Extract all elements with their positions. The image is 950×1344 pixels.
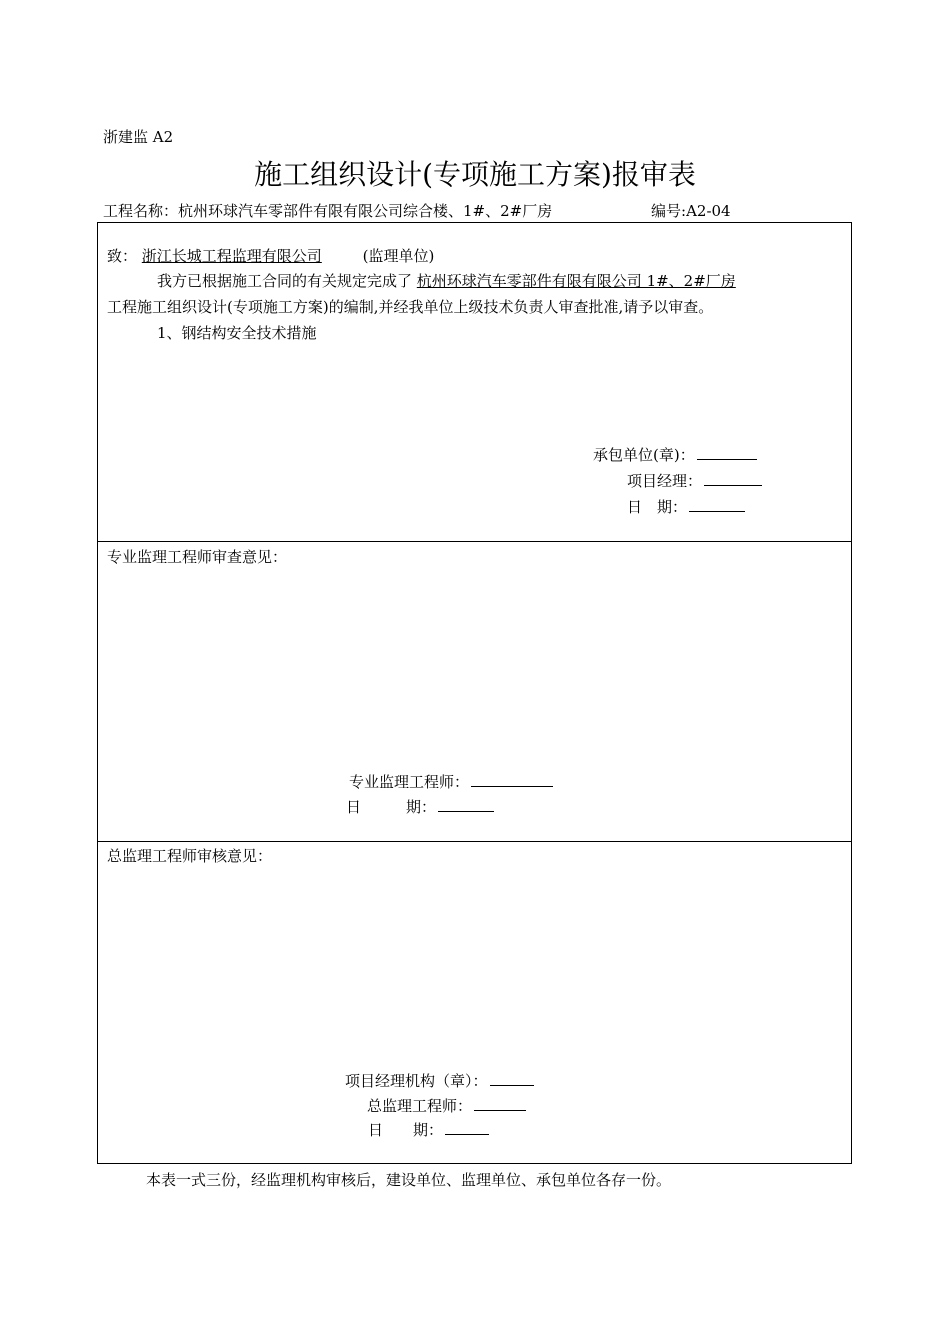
review-form-table (97, 222, 852, 1164)
submission-prefix: 我方已根据施工合同的有关规定完成了 (157, 272, 413, 290)
section2-date-row (346, 796, 494, 817)
engineer-signature-row (349, 771, 553, 792)
org-seal-row (345, 1070, 534, 1091)
section2-date-label: 日 期： (346, 798, 437, 816)
supervision-unit-suffix: (监理单位) (362, 247, 435, 265)
submission-paragraph-line2: 工程施工组织设计(专项施工方案)的编制,并经我单位上级技术负责人审查批准,请予以审查。 (107, 298, 714, 316)
chief-review-heading: 总监理工程师审核意见： (107, 847, 273, 865)
addressee-label: 致： (107, 247, 138, 265)
project-name-value: 杭州环球汽车零部件有限有限公司综合楼、1#、2#厂房 (178, 202, 553, 220)
org-seal-blank[interactable] (490, 1084, 534, 1086)
section-divider-1 (98, 541, 851, 542)
chief-engineer-blank[interactable] (474, 1109, 526, 1111)
project-name-label: 工程名称： (103, 202, 179, 220)
section3-date-blank[interactable] (445, 1133, 489, 1135)
form-code: 浙建监 A2 (103, 128, 174, 146)
org-seal-label: 项目经理机构（章）： (345, 1072, 488, 1090)
engineer-signature-label: 专业监理工程师： (349, 773, 470, 791)
form-number-label: 编号: (651, 202, 687, 220)
project-manager-row (627, 470, 762, 491)
project-title-underlined: 杭州环球汽车零部件有限有限公司 1#、2#厂房 (416, 272, 736, 290)
project-manager-label: 项目经理： (627, 472, 703, 490)
project-manager-blank[interactable] (704, 484, 762, 486)
chief-engineer-row (367, 1095, 526, 1116)
project-name-row (103, 200, 552, 221)
chief-engineer-label: 总监理工程师： (367, 1097, 473, 1115)
form-number-value: A2-04 (686, 202, 731, 220)
section1-date-row (627, 496, 745, 517)
section-divider-2 (98, 841, 851, 842)
submission-paragraph-line1 (157, 270, 736, 291)
contractor-seal-label: 承包单位(章)： (593, 446, 695, 464)
engineer-review-heading: 专业监理工程师审查意见： (107, 548, 288, 566)
section1-date-label: 日 期： (627, 498, 688, 516)
section3-date-row (368, 1119, 489, 1140)
page-title: 施工组织设计(专项施工方案)报审表 (254, 158, 696, 191)
footer-note: 本表一式三份，经监理机构审核后，建设单位、监理单位、承包单位各存一份。 (146, 1171, 672, 1189)
supervision-unit-name: 浙江长城工程监理有限公司 (141, 247, 322, 265)
engineer-signature-blank[interactable] (471, 785, 553, 787)
section3-date-label: 日 期： (368, 1121, 444, 1139)
section1-date-blank[interactable] (689, 510, 745, 512)
contractor-seal-row (593, 444, 757, 465)
contractor-seal-blank[interactable] (697, 458, 757, 460)
addressee-row (107, 245, 434, 266)
form-number (651, 200, 731, 221)
section2-date-blank[interactable] (438, 810, 494, 812)
attachment-item-1: 1、钢结构安全技术措施 (157, 324, 317, 342)
